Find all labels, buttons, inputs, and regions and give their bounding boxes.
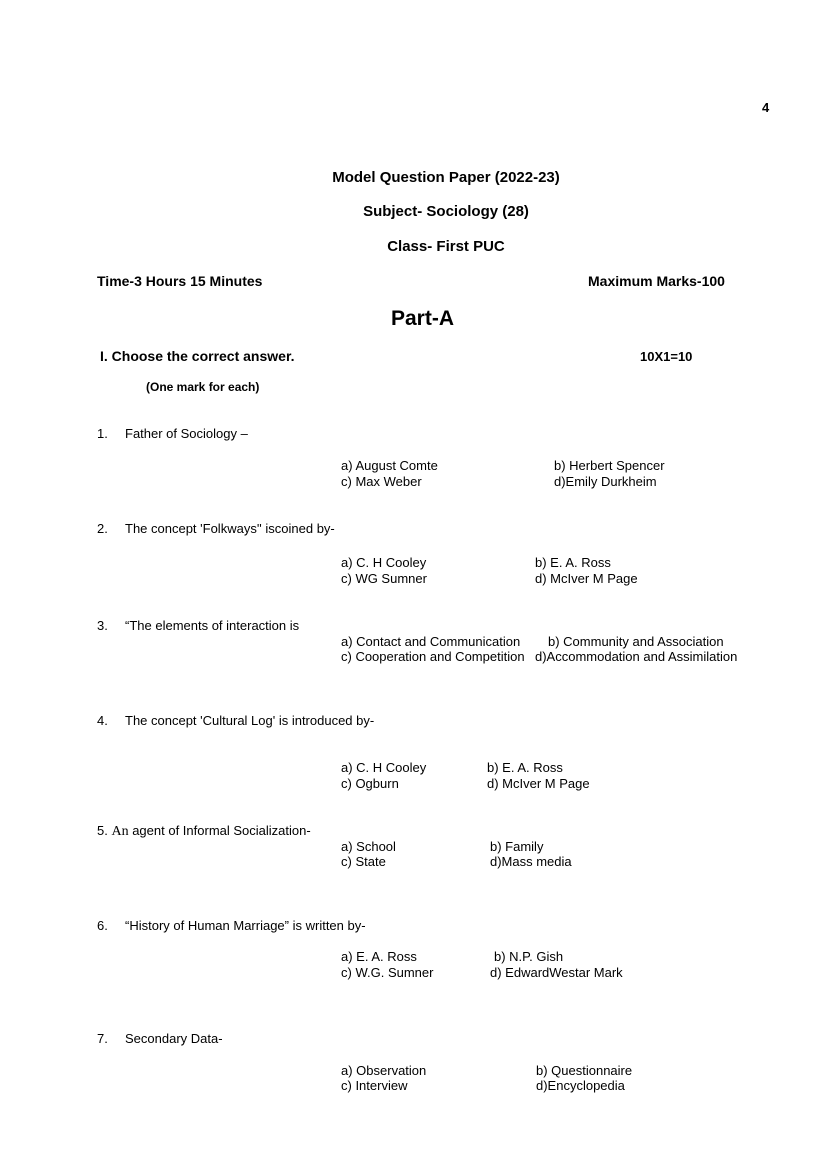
q5-option-c: c) State <box>341 854 386 869</box>
question-4 <box>97 713 374 728</box>
question-number: 4. <box>97 713 108 728</box>
question-number: 7. <box>97 1031 108 1046</box>
q2-option-d: d) McIver M Page <box>535 571 638 586</box>
question-number: 1. <box>97 426 108 441</box>
question-2 <box>97 521 335 536</box>
question-text: agent of Informal Socialization- <box>128 823 311 838</box>
question-6 <box>97 918 366 933</box>
q4-option-d: d) McIver M Page <box>487 776 590 791</box>
section-note: (One mark for each) <box>146 380 260 394</box>
question-text: The concept 'Cultural Log' is introduced by- <box>125 713 375 728</box>
q1-option-c: c) Max Weber <box>341 474 422 489</box>
question-3 <box>97 618 299 633</box>
q4-option-c: c) Ogburn <box>341 776 399 791</box>
q2-option-a: a) C. H Cooley <box>341 555 427 570</box>
question-text: “The elements of interaction is <box>125 618 300 633</box>
question-number: 6. <box>97 918 108 933</box>
q2-option-b: b) E. A. Ross <box>535 555 611 570</box>
subject-line: Subject- Sociology (28) <box>363 203 529 220</box>
q7-option-b: b) Questionnaire <box>536 1063 633 1078</box>
q3-option-b: b) Community and Association <box>548 634 724 649</box>
max-marks-label: Maximum Marks-100 <box>588 273 725 289</box>
q3-option-a: a) Contact and Communication <box>341 634 521 649</box>
q5-option-d: d)Mass media <box>490 854 572 869</box>
q5-option-a: a) School <box>341 839 396 854</box>
q6-option-b: b) N.P. Gish <box>494 949 564 964</box>
q6-option-c: c) W.G. Sumner <box>341 965 434 980</box>
question-text: Secondary Data- <box>125 1031 223 1046</box>
question-5 <box>97 823 311 840</box>
section-marks: 10X1=10 <box>640 349 693 364</box>
q1-option-d: d)Emily Durkheim <box>554 474 657 489</box>
question-text: The concept 'Folkways'' iscoined by- <box>125 521 335 536</box>
q7-option-c: c) Interview <box>341 1078 408 1093</box>
paper-title: Model Question Paper (2022-23) <box>332 169 560 186</box>
q1-option-b: b) Herbert Spencer <box>554 458 665 473</box>
page-number: 4 <box>762 100 770 115</box>
question-number: 5. <box>97 823 112 838</box>
question-number: 2. <box>97 521 108 536</box>
q2-option-c: c) WG Sumner <box>341 571 427 586</box>
q3-option-d: d)Accommodation and Assimilation <box>535 649 738 664</box>
question-text: Father of Sociology – <box>125 426 248 441</box>
q6-option-d: d) EdwardWestar Mark <box>490 965 623 980</box>
q7-option-d: d)Encyclopedia <box>536 1078 625 1093</box>
time-label: Time-3 Hours 15 Minutes <box>97 273 263 289</box>
part-heading: Part-A <box>390 307 454 330</box>
section-heading: I. Choose the correct answer. <box>100 348 295 364</box>
q3-option-c: c) Cooperation and Competition <box>341 649 525 664</box>
q4-option-b: b) E. A. Ross <box>487 760 563 775</box>
question-word: An <box>111 824 129 839</box>
question-text: “History of Human Marriage” is written by- <box>125 918 366 933</box>
question-number: 3. <box>97 618 108 633</box>
question-7 <box>97 1031 223 1046</box>
q4-option-a: a) C. H Cooley <box>341 760 427 775</box>
q7-option-a: a) Observation <box>341 1063 427 1078</box>
q1-option-a: a) August Comte <box>341 458 438 473</box>
class-line: Class- First PUC <box>387 238 505 255</box>
q5-option-b: b) Family <box>490 839 544 854</box>
q6-option-a: a) E. A. Ross <box>341 949 417 964</box>
question-1 <box>97 426 248 441</box>
